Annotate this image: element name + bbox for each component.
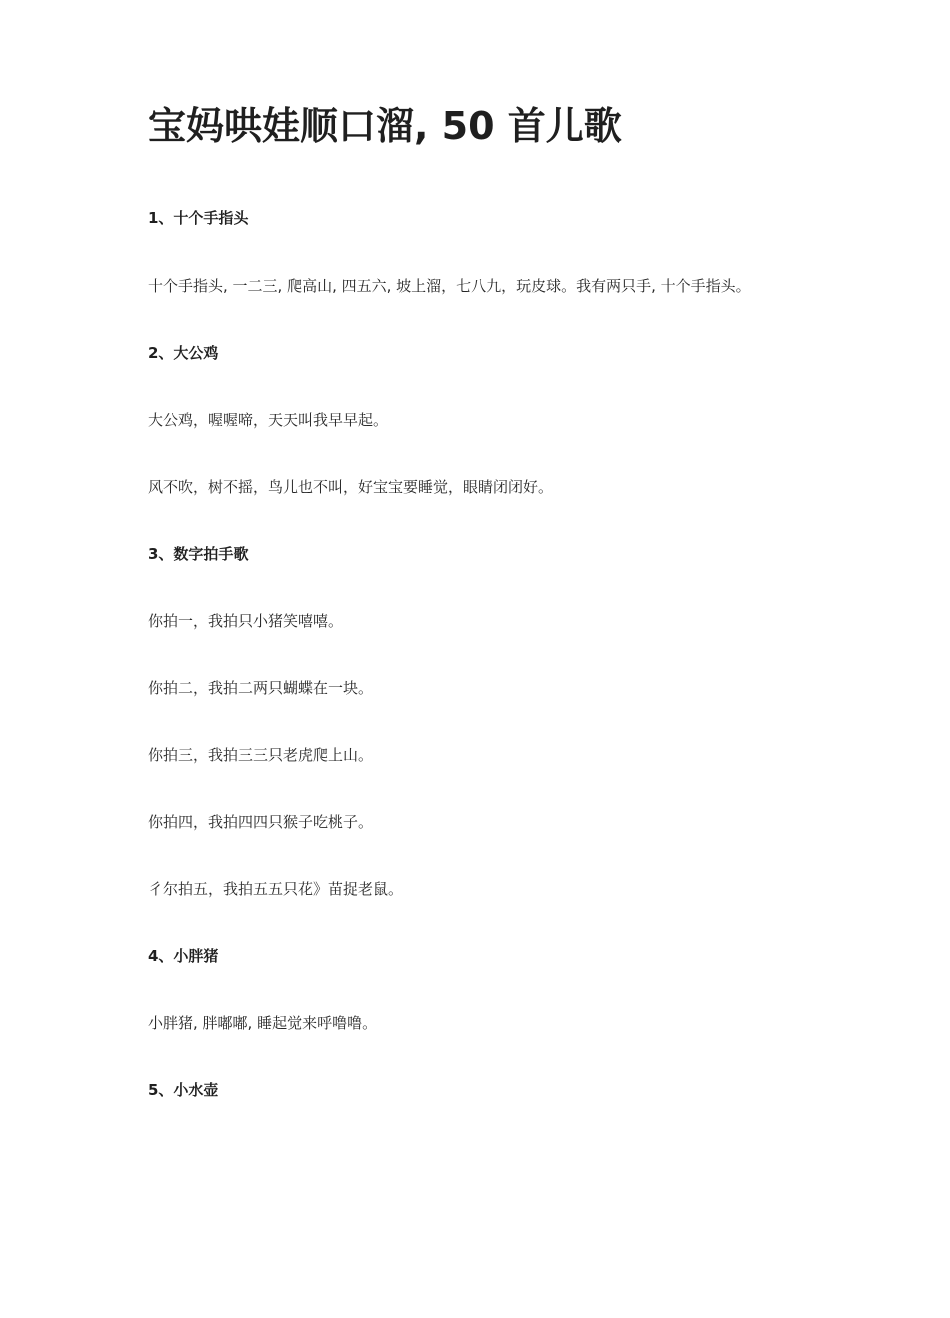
paragraph: 你拍二，我拍二两只蝴蝶在一块。 (148, 679, 374, 697)
paragraph: 你拍四，我拍四四只猴子吃桃子。 (148, 813, 374, 831)
paragraph: 风不吹，树不摇，鸟儿也不叫，好宝宝要睡觉，眼睛闭闭好。 (148, 478, 554, 496)
paragraph: 你拍一，我拍只小猪笑嘻嘻。 (148, 612, 344, 630)
document-title: 宝妈哄娃顺口溜, 50 首儿歌 (148, 104, 622, 148)
paragraph: 十个手指头, 一二三, 爬高山, 四五六, 坡上溜，七八九，玩皮球。我有两只手, 十个手指头。 (148, 277, 751, 295)
section-heading: 1、十个手指头 (148, 209, 249, 227)
paragraph: 你拍三，我拍三三只老虎爬上山。 (148, 746, 374, 764)
paragraph: 小胖猪, 胖嘟嘟, 睡起觉来呼噜噜。 (148, 1014, 378, 1032)
section-heading: 2、大公鸡 (148, 344, 219, 362)
paragraph: 大公鸡，喔喔啼，天天叫我早早起。 (148, 411, 389, 429)
section-heading: 3、数字拍手歌 (148, 545, 249, 563)
section-heading: 5、小水壶 (148, 1081, 219, 1099)
section-heading: 4、小胖猪 (148, 947, 219, 965)
paragraph: 彳尔拍五，我拍五五只花》苗捉老鼠。 (148, 880, 404, 898)
